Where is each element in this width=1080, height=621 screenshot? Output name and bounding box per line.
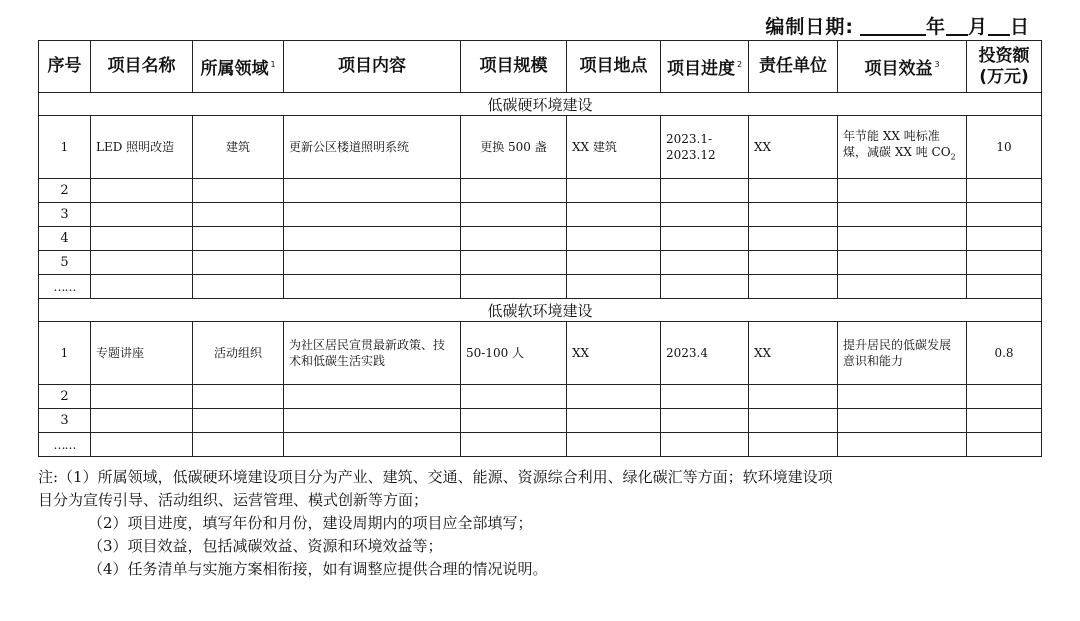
day-unit: 日	[1009, 16, 1030, 38]
section-soft-title: 低碳软环境建设	[39, 299, 1042, 322]
cell-no[interactable]: 3	[39, 203, 91, 227]
month-blank[interactable]	[946, 16, 968, 36]
table-row	[39, 116, 1042, 179]
day-blank[interactable]	[988, 16, 1010, 36]
note-2: （2）项目进度，填写年份和月份，建设周期内的项目应全部填写；	[88, 514, 533, 532]
header-scale: 项目规模	[461, 41, 567, 93]
cell-no[interactable]: 1	[39, 322, 91, 385]
cell-no[interactable]: 3	[39, 409, 91, 433]
cell-no[interactable]: ……	[39, 275, 91, 299]
cell-content[interactable]: 为社区居民宣贯最新政策、技术和低碳生活实践	[284, 322, 461, 385]
cell-scale[interactable]: 50-100 人	[461, 322, 567, 385]
table-row	[39, 385, 1042, 409]
section-hard-row	[39, 93, 1042, 116]
project-task-table	[38, 40, 1042, 457]
cell-investment[interactable]: 10	[967, 116, 1042, 179]
header-row	[39, 41, 1042, 93]
header-domain: 所属领域 $^1$	[193, 41, 284, 93]
table-row	[39, 409, 1042, 433]
footnotes	[38, 466, 1048, 581]
cell-no[interactable]: 1	[39, 116, 91, 179]
header-progress: 项目进度 $^2$	[661, 41, 749, 93]
header-benefit: 项目效益 $^3$	[838, 41, 967, 93]
footnote-3-marker: 3	[934, 59, 940, 69]
header-location: 项目地点	[567, 41, 661, 93]
note-4: （4）任务清单与实施方案相衔接，如有调整应提供合理的情况说明。	[88, 560, 548, 578]
year-blank[interactable]	[860, 16, 926, 36]
section-hard-title: 低碳硬环境建设	[39, 93, 1042, 116]
month-unit: 月	[967, 16, 988, 38]
cell-no[interactable]: 2	[39, 385, 91, 409]
cell-progress[interactable]: 2023.4	[661, 322, 749, 385]
note-3: （3）项目效益，包括减碳效益、资源和环境效益等；	[88, 537, 443, 555]
footnote-2-marker: 2	[736, 59, 743, 69]
note-1-line-1: 注:（1）所属领域，低碳硬环境建设项目分为产业、建筑、交通、能源、资源综合利用、绿化碳汇等方面；软环境建设项	[38, 468, 833, 486]
cell-no[interactable]: 5	[39, 251, 91, 275]
table-row	[39, 227, 1042, 251]
cell-benefit[interactable]: 年节能 XX 吨标准煤，减碳 XX 吨 $CO_2$	[838, 116, 967, 179]
cell-investment[interactable]: 0.8	[967, 322, 1042, 385]
cell-progress[interactable]: 2023.1-2023.12	[661, 116, 749, 179]
cell-name[interactable]: LED 照明改造	[91, 116, 193, 179]
cell-benefit[interactable]: 提升居民的低碳发展意识和能力	[838, 322, 967, 385]
compile-date-label: 编制日期:	[765, 16, 854, 38]
cell-no[interactable]: 4	[39, 227, 91, 251]
header-content: 项目内容	[284, 41, 461, 93]
cell-domain[interactable]: 活动组织	[193, 322, 284, 385]
cell-location[interactable]: XX 建筑	[567, 116, 661, 179]
table-row	[39, 251, 1042, 275]
table-row	[39, 275, 1042, 299]
cell-domain[interactable]: 建筑	[193, 116, 284, 179]
footnote-1-marker: 1	[270, 59, 276, 69]
table-row	[39, 433, 1042, 457]
header-investment: 投资额(万元)	[967, 41, 1042, 93]
table-row	[39, 203, 1042, 227]
year-unit: 年	[925, 16, 946, 38]
compile-date-line	[765, 12, 1030, 39]
header-unit: 责任单位	[749, 41, 838, 93]
cell-no[interactable]: ……	[39, 433, 91, 457]
header-name: 项目名称	[91, 41, 193, 93]
cell-unit[interactable]: XX	[749, 116, 838, 179]
table-row	[39, 179, 1042, 203]
note-1-line-2: 目分为宣传引导、活动组织、运营管理、模式创新等方面；	[38, 491, 429, 509]
cell-content[interactable]: 更新公区楼道照明系统	[284, 116, 461, 179]
cell-name[interactable]: 专题讲座	[91, 322, 193, 385]
section-soft-row	[39, 299, 1042, 322]
cell-no[interactable]: 2	[39, 179, 91, 203]
cell-location[interactable]: XX	[567, 322, 661, 385]
header-no: 序号	[39, 41, 91, 93]
cell-unit[interactable]: XX	[749, 322, 838, 385]
table-row	[39, 322, 1042, 385]
cell-scale[interactable]: 更换 500 盏	[461, 116, 567, 179]
